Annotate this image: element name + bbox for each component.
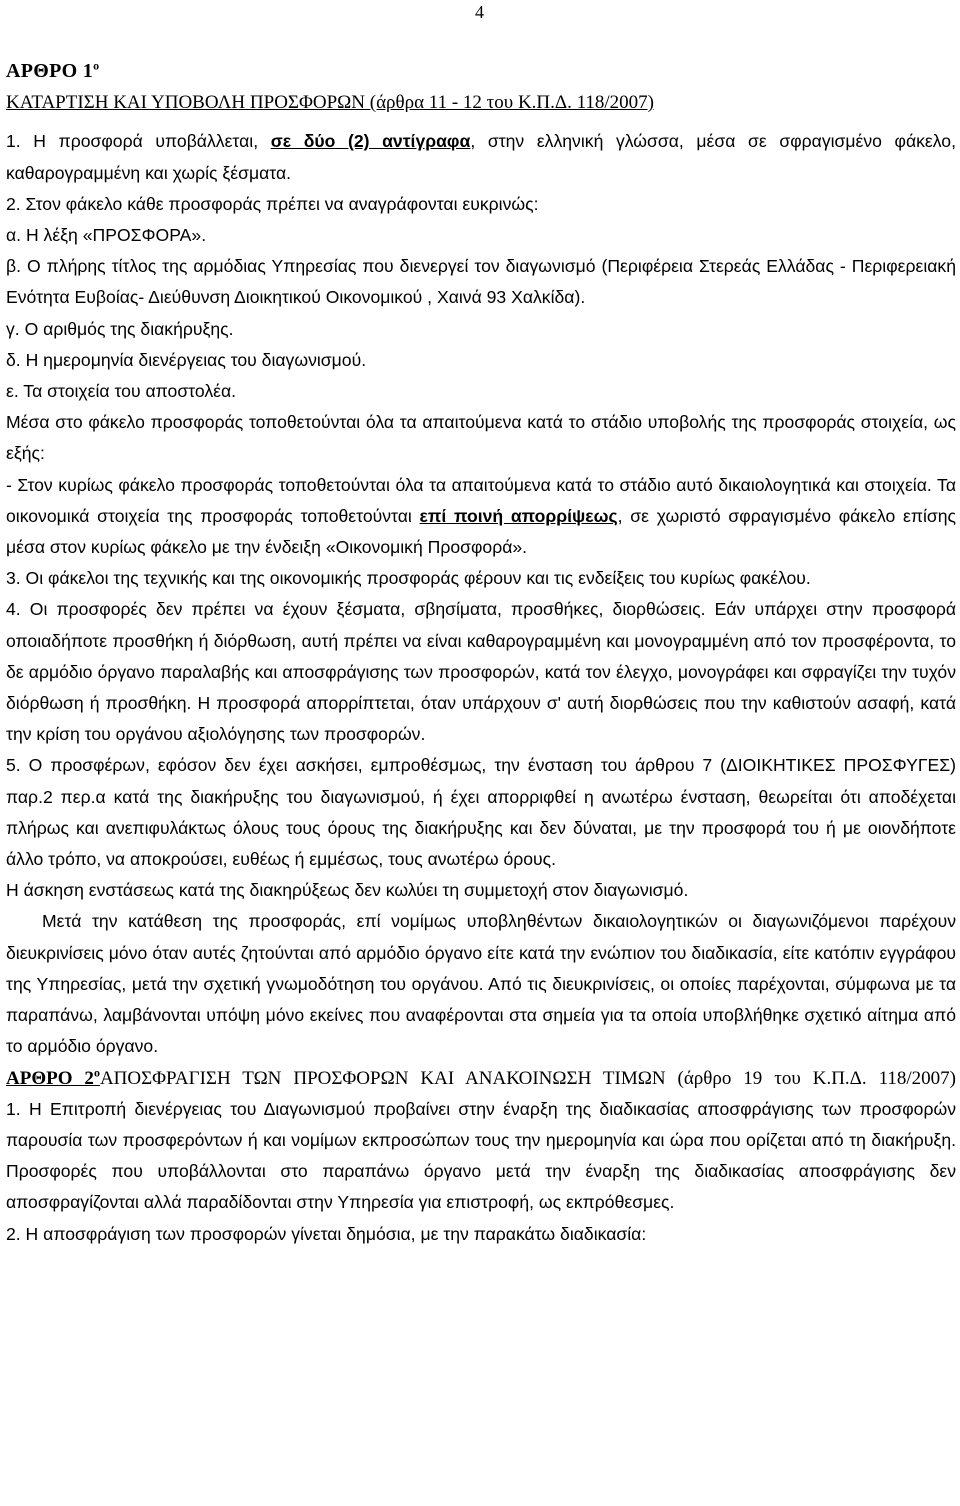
article-1-paragraph-5: 5. Ο προσφέρων, εφόσον δεν έχει ασκήσει, εμπροθέσμως, την ένσταση του άρθρου 7 (ΔΙΟΙΚΗΤΙΚΕΣ ΠΡΟΣΦΥΓΕΣ) παρ.2 περ.α κατά της διακήρυξης του διαγωνισμού, ή έχει απορριφθεί η ανωτέρω ένσταση, θεωρείται ότι αποδέχεται πλήρως και ανεπιφυλάκτως όλους τους όρους της διακήρυξης και δεν δύναται, με την προσφορά του ή με οιονδήποτε άλλο τρόπο, να αποκρούσει, ευθέως ή εμμέσως, τους ανωτέρω όρους.	[6, 755, 956, 870]
article-1-subtitle: ΚΑΤΑΡΤΙΣΗ ΚΑΙ ΥΠΟΒΟΛΗ ΠΡΟΣΦΟΡΩΝ (άρθρα 11 - 12 του Κ.Π.Δ. 118/2007)	[6, 92, 655, 114]
list-item-b: β. Ο πλήρης τίτλος της αρμόδιας Υπηρεσίας που διενεργεί τον διαγωνισμό (Περιφέρεια Στερεάς Ελλάδας - Περιφερειακή Ενότητα Ευβοίας- Διεύθυνση Διοικητικού Οικονομικού , Χαινά 93 Χαλκίδα).	[6, 256, 956, 308]
article-1-paragraph-3: 3. Οι φάκελοι της τεχνικής και της οικονομικής προσφοράς φέρουν και τις ενδείξεις του κυρίως φακέλου.	[6, 568, 811, 589]
list-item-a: α. Η λέξη «ΠΡΟΣΦΟΡΑ».	[6, 225, 207, 246]
envelope-contents-paragraph: Μέσα στο φάκελο προσφοράς τοποθετούνται όλα τα απαιτούμενα κατά το στάδιο υποβολής της προσφοράς στοιχεία, ως εξής:	[6, 412, 956, 464]
article-1-paragraph-4: 4. Οι προσφορές δεν πρέπει να έχουν ξέσματα, σβησίματα, προσθήκες, διορθώσεις. Εάν υπάρχει στην προσφορά οποιαδήποτε προσθήκη ή διόρθωση, αυτή πρέπει να είναι καθαρογραμμένη και μονογραμμένη από τον προσφέροντα, το δε αρμόδιο όργανο παραλαβής και αποσφράγισης των προσφορών, κατά τον έλεγχο, μονογράφει και σφραγίζει την τυχόν διόρθωση ή προσθήκη. Η προσφορά απορρίπτεται, όταν υπάρχουν σ' αυτή διορθώσεις που την καθιστούν ασαφή, κατά την κρίση του οργάνου αξιολόγησης των προσφορών.	[6, 599, 956, 745]
article-2-title: ΑΡΘΡΟ $2^oA\Pi O\Sigma\Phi PA\Gamma I\Sigma H$ ΤΩΝ ΠΡΟΣΦΟΡΩΝ ΚΑΙ ΑΝΑΚΟΙΝΩΣΗ ΤΙΜΩΝ (άρθρο 19 του Κ.Π.Δ. 118/2007)	[6, 1065, 956, 1089]
clarifications-paragraph: Μετά την κατάθεση της προσφοράς, επί νομίμως υποβληθέντων δικαιολογητικών οι διαγωνιζόμενοι παρέχουν διευκρινίσεις μόνο όταν αυτές ζητούνται από αρμόδιο όργανο είτε κατά την ενώπιον του διαδικασία, είτε κατόπιν εγγράφου της Υπηρεσίας, μετά την σχετική γνωμοδότηση του οργάνου. Από τις διευκρινίσεις, οι οποίες παρέχονται, σύμφωνα με τα παραπάνω, λαμβάνονται υπόψη μόνο εκείνες που αναφέρονται στα σημεία για τα οποία υποβλήθηκε σχετικό αίτημα από το αρμόδιο όργανο.	[6, 911, 956, 1057]
page-number: 4	[475, 2, 484, 22]
article-2-paragraph-2: 2. Η αποσφράγιση των προσφορών γίνεται δημόσια, με την παρακάτω διαδικασία:	[6, 1223, 647, 1244]
main-envelope-paragraph: - Στον κυρίως φάκελο προσφοράς τοποθετούνται όλα τα απαιτούμενα κατά το στάδιο αυτό δικαιολογητικά και στοιχεία. Τα οικονομικά στοιχεία της προσφοράς τοποθετούνται επί ποινή απορρίψεως, σε χωριστό σφραγισμένο φάκελο επίσης μέσα στον κυρίως φάκελο με την ένδειξη «Οικονομική Προσφορά».	[6, 474, 956, 558]
article-1-paragraph-1: 1. Η προσφορά υποβάλλεται, σε δύο (2) αντίγραφα, στην ελληνική γλώσσα, μέσα σε σφραγισμένο φάκελο, καθαρογραμμένη και χωρίς ξέσματα.	[6, 131, 956, 183]
list-item-d: δ. Η ημερομηνία διενέργειας του διαγωνισμού.	[6, 349, 367, 370]
article-1-paragraph-2: 2. Στον φάκελο κάθε προσφοράς πρέπει να αναγράφονται ευκρινώς:	[6, 193, 539, 214]
list-item-e: ε. Τα στοιχεία του αποστολέα.	[6, 381, 237, 402]
objection-paragraph: Η άσκηση ενστάσεως κατά της διακηρύξεως δεν κωλύει τη συμμετοχή στον διαγωνισμό.	[6, 880, 689, 901]
article-2-paragraph-1: 1. Η Επιτροπή διενέργειας του Διαγωνισμού προβαίνει στην έναρξη της διαδικασίας αποσφράγισης των προσφορών παρουσία των προσφερόντων ή και νομίμων εκπροσώπων τους την ημερομηνία και ώρα που ορίζεται από τη διακήρυξη. Προσφορές που υποβάλλονται στο παραπάνω όργανο μετά την έναρξη της διαδικασίας αποσφράγισης δεν αποσφραγίζονται αλλά παραδίδονται στην Υπηρεσία για επιστροφή, ως εκπρόθεσμες.	[6, 1098, 956, 1213]
document-body	[6, 56, 956, 1250]
article-1-title: ΑΡΘΡΟ $1^o$	[6, 58, 100, 82]
list-item-c: γ. Ο αριθμός της διακήρυξης.	[6, 318, 234, 339]
